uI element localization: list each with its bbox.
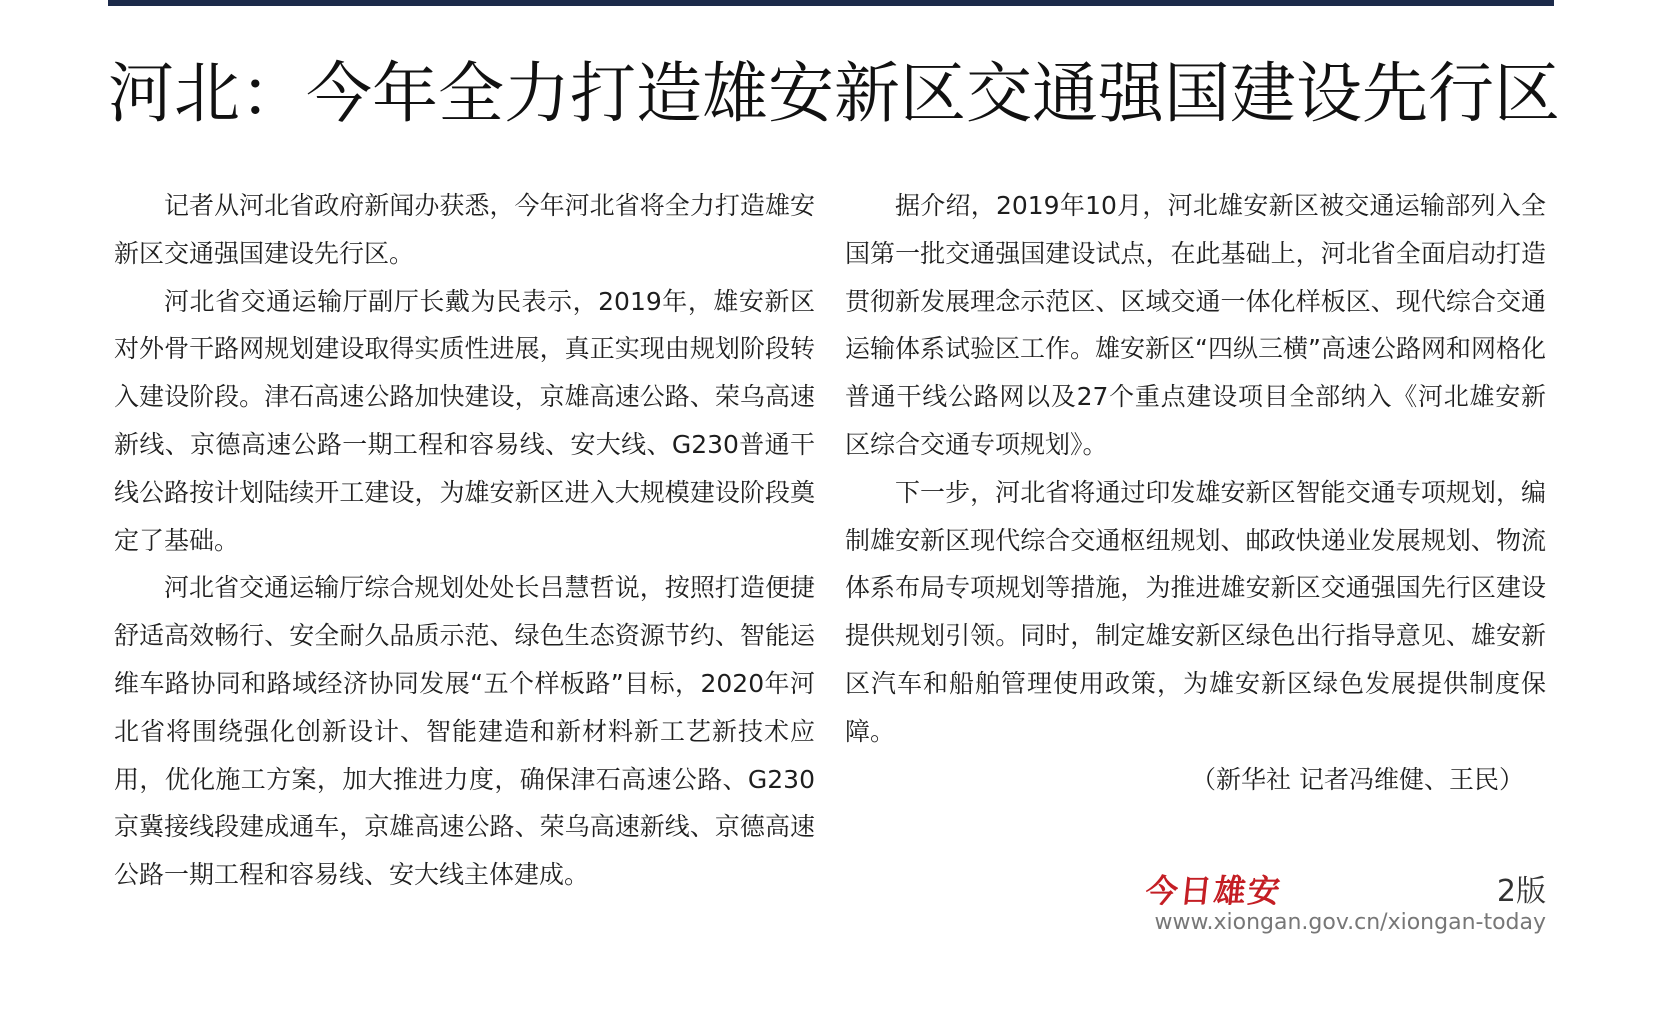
site-url[interactable]: www.xiongan.gov.cn/xiongan-today bbox=[1154, 910, 1546, 935]
paragraph: 河北省交通运输厅副厅长戴为民表示，2019年，雄安新区对外骨干路网规划建设取得实质性进展，真正实现由规划阶段转入建设阶段。津石高速公路加快建设，京雄高速公路、荣乌高速新线、京德高速公路一期工程和容易线、安大线、G230普通干线公路按计划陆续开工建设，为雄安新区进入大规模建设阶段奠定了基础。 bbox=[114, 286, 815, 555]
article-column-right bbox=[845, 182, 1546, 803]
article-column-left bbox=[114, 182, 815, 899]
top-rule bbox=[108, 0, 1554, 6]
paragraph: 河北省交通运输厅综合规划处处长吕慧哲说，按照打造便捷舒适高效畅行、安全耐久品质示范、绿色生态资源节约、智能运维车路协同和路域经济协同发展“五个样板路”目标，2020年河北省将围绕强化创新设计、智能建造和新材料新工艺新技术应用，优化施工方案，加大推进力度，确保津石高速公路、G230京冀接线段建成通车，京雄高速公路、荣乌高速新线、京德高速公路一期工程和容易线、安大线主体建成。 bbox=[114, 573, 815, 890]
paragraph: 记者从河北省政府新闻办获悉，今年河北省将全力打造雄安新区交通强国建设先行区。 bbox=[114, 191, 815, 268]
page-footer bbox=[946, 866, 1546, 946]
page-number: 2版 bbox=[1496, 874, 1546, 909]
paragraph: 据介绍，2019年10月，河北雄安新区被交通运输部列入全国第一批交通强国建设试点，在此基础上，河北省全面启动打造贯彻新发展理念示范区、区域交通一体化样板区、现代综合交通运输体系试验区工作。雄安新区“四纵三横”高速公路网和网格化普通干线公路网以及27个重点建设项目全部纳入《河北雄安新区综合交通专项规划》。 bbox=[845, 191, 1546, 459]
publication-logo: 今日雄安 bbox=[1143, 872, 1284, 910]
byline: （新华社 记者冯维健、王民） bbox=[1191, 764, 1524, 794]
paragraph: 下一步，河北省将通过印发雄安新区智能交通专项规划，编制雄安新区现代综合交通枢纽规划、邮政快递业发展规划、物流体系布局专项规划等措施，为推进雄安新区交通强国先行区建设提供规划引领。同时，制定雄安新区绿色出行指导意见、雄安新区汽车和船舶管理使用政策，为雄安新区绿色发展提供制度保障。 bbox=[845, 477, 1546, 746]
article-headline: 河北：今年全力打造雄安新区交通强国建设先行区 bbox=[108, 55, 1560, 132]
